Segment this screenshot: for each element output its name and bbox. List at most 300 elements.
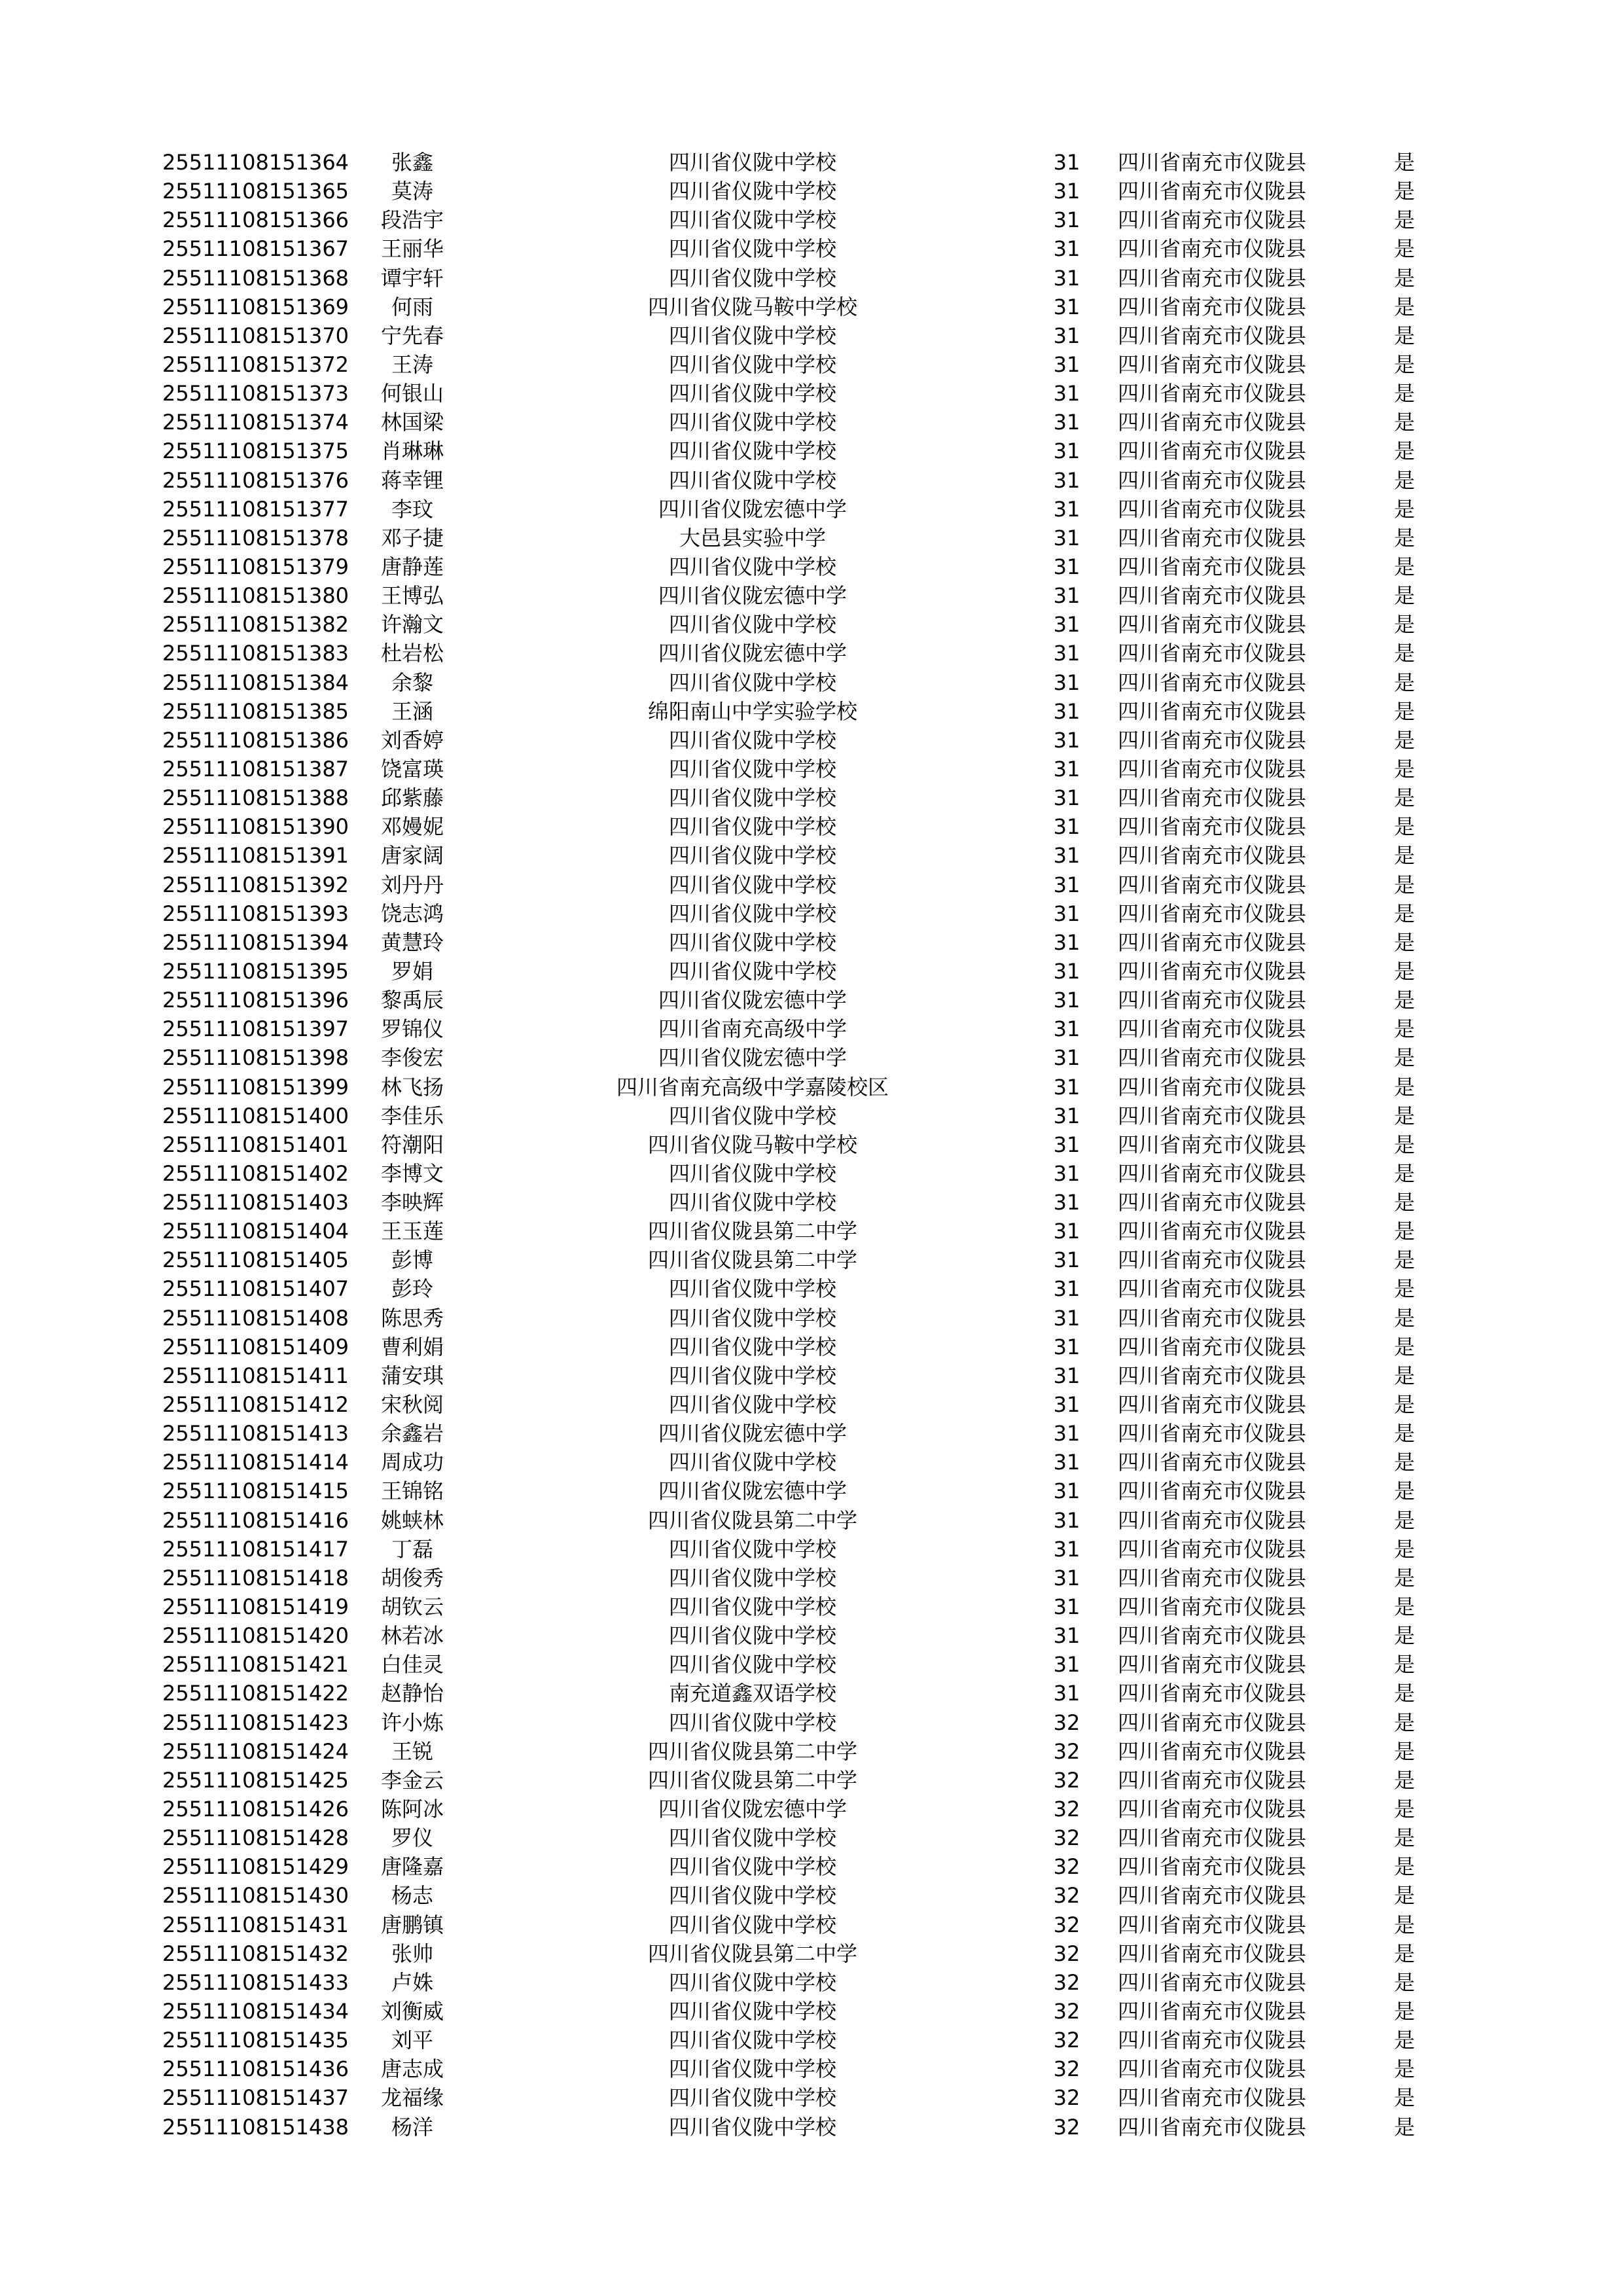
flag-cell: 是 — [1394, 612, 1416, 637]
number-cell: 32 — [1053, 1825, 1080, 1851]
school-cell: 四川省仪陇县第二中学 — [647, 1767, 857, 1793]
flag-cell: 是 — [1394, 1565, 1416, 1590]
name-cell: 杜岩松 — [380, 641, 444, 666]
name-cell: 唐静莲 — [380, 554, 444, 579]
table-row — [0, 1506, 1623, 1535]
candidate-id-cell: 25511108151426 — [162, 1797, 349, 1822]
flag-cell: 是 — [1394, 323, 1416, 348]
number-cell: 31 — [1053, 641, 1080, 666]
candidate-id-cell: 25511108151419 — [162, 1594, 349, 1620]
candidate-id-cell: 25511108151376 — [162, 467, 349, 493]
candidate-id-cell: 25511108151378 — [162, 525, 349, 550]
candidate-id-cell: 25511108151374 — [162, 410, 349, 435]
flag-cell: 是 — [1394, 2028, 1416, 2053]
flag-cell: 是 — [1394, 525, 1416, 550]
region-cell: 四川省南充市仪陇县 — [1118, 525, 1307, 550]
flag-cell: 是 — [1394, 872, 1416, 897]
name-cell: 肖琳琳 — [380, 439, 444, 464]
number-cell: 31 — [1053, 467, 1080, 493]
table-row — [0, 812, 1623, 841]
table-row — [0, 726, 1623, 755]
number-cell: 31 — [1053, 814, 1080, 840]
name-cell: 段浩宇 — [380, 207, 444, 233]
name-cell: 张鑫 — [391, 150, 433, 175]
school-cell: 四川省仪陇中学校 — [668, 1999, 836, 2024]
table-row — [0, 1159, 1623, 1188]
school-cell: 四川省仪陇宏德中学 — [658, 1797, 847, 1822]
number-cell: 31 — [1053, 525, 1080, 550]
school-cell: 四川省仪陇中学校 — [668, 1392, 836, 1418]
school-cell: 四川省仪陇中学校 — [668, 439, 836, 464]
name-cell: 王涛 — [391, 351, 433, 377]
school-cell: 四川省仪陇中学校 — [668, 207, 836, 233]
candidate-id-cell: 25511108151430 — [162, 1883, 349, 1909]
region-cell: 四川省南充市仪陇县 — [1118, 496, 1307, 522]
table-row — [0, 379, 1623, 408]
name-cell: 刘平 — [391, 2028, 433, 2053]
school-cell: 四川省仪陇中学校 — [668, 814, 836, 840]
number-cell: 31 — [1053, 929, 1080, 955]
name-cell: 李俊宏 — [380, 1045, 444, 1071]
region-cell: 四川省南充市仪陇县 — [1118, 1363, 1307, 1388]
number-cell: 31 — [1053, 785, 1080, 811]
flag-cell: 是 — [1394, 901, 1416, 926]
candidate-id-cell: 25511108151423 — [162, 1710, 349, 1735]
table-row — [0, 899, 1623, 928]
flag-cell: 是 — [1394, 410, 1416, 435]
flag-cell: 是 — [1394, 641, 1416, 666]
number-cell: 32 — [1053, 1883, 1080, 1909]
school-cell: 四川省仪陇县第二中学 — [647, 1219, 857, 1244]
number-cell: 31 — [1053, 323, 1080, 348]
school-cell: 四川省仪陇中学校 — [668, 1305, 836, 1331]
region-cell: 四川省南充市仪陇县 — [1118, 1536, 1307, 1562]
name-cell: 刘香婷 — [380, 727, 444, 753]
candidate-id-cell: 25511108151401 — [162, 1132, 349, 1157]
candidate-id-cell: 25511108151366 — [162, 207, 349, 233]
candidate-id-cell: 25511108151377 — [162, 496, 349, 522]
table-row — [0, 1102, 1623, 1130]
region-cell: 四川省南充市仪陇县 — [1118, 1421, 1307, 1446]
school-cell: 四川省仪陇中学校 — [668, 958, 836, 984]
region-cell: 四川省南充市仪陇县 — [1118, 179, 1307, 204]
candidate-id-cell: 25511108151431 — [162, 1912, 349, 1937]
candidate-id-cell: 25511108151398 — [162, 1045, 349, 1071]
candidate-id-cell: 25511108151368 — [162, 265, 349, 291]
name-cell: 林国梁 — [380, 410, 444, 435]
name-cell: 张帅 — [391, 1941, 433, 1966]
table-row — [0, 495, 1623, 524]
region-cell: 四川省南充市仪陇县 — [1118, 1103, 1307, 1128]
region-cell: 四川省南充市仪陇县 — [1118, 150, 1307, 175]
flag-cell: 是 — [1394, 583, 1416, 609]
flag-cell: 是 — [1394, 814, 1416, 840]
number-cell: 31 — [1053, 294, 1080, 319]
name-cell: 蒋幸锂 — [380, 467, 444, 493]
school-cell: 四川省仪陇中学校 — [668, 1190, 836, 1215]
candidate-id-cell: 25511108151409 — [162, 1334, 349, 1359]
school-cell: 四川省仪陇中学校 — [668, 1565, 836, 1590]
school-cell: 四川省仪陇中学校 — [668, 901, 836, 926]
school-cell: 四川省仪陇中学校 — [668, 1334, 836, 1359]
school-cell: 四川省仪陇中学校 — [668, 1883, 836, 1909]
name-cell: 杨志 — [391, 1883, 433, 1909]
table-row — [0, 466, 1623, 495]
table-row — [0, 1188, 1623, 1217]
table-row — [0, 1130, 1623, 1159]
flag-cell: 是 — [1394, 1305, 1416, 1331]
school-cell: 四川省仪陇中学校 — [668, 1969, 836, 1995]
region-cell: 四川省南充市仪陇县 — [1118, 1247, 1307, 1273]
number-cell: 31 — [1053, 1652, 1080, 1677]
candidate-id-cell: 25511108151411 — [162, 1363, 349, 1388]
school-cell: 四川省仪陇中学校 — [668, 351, 836, 377]
table-row — [0, 1246, 1623, 1274]
flag-cell: 是 — [1394, 467, 1416, 493]
school-cell: 四川省仪陇中学校 — [668, 1710, 836, 1735]
region-cell: 四川省南充市仪陇县 — [1118, 1450, 1307, 1475]
table-row — [0, 552, 1623, 581]
candidate-id-cell: 25511108151383 — [162, 641, 349, 666]
school-cell: 四川省仪陇中学校 — [668, 843, 836, 869]
region-cell: 四川省南充市仪陇县 — [1118, 1392, 1307, 1418]
candidate-id-cell: 25511108151379 — [162, 554, 349, 579]
table-row — [0, 1014, 1623, 1043]
school-cell: 四川省仪陇中学校 — [668, 2056, 836, 2082]
region-cell: 四川省南充市仪陇县 — [1118, 814, 1307, 840]
table-row — [0, 1390, 1623, 1419]
name-cell: 姚蛱林 — [380, 1507, 444, 1533]
candidate-id-cell: 25511108151429 — [162, 1854, 349, 1880]
flag-cell: 是 — [1394, 1363, 1416, 1388]
region-cell: 四川省南充市仪陇县 — [1118, 2028, 1307, 2053]
region-cell: 四川省南充市仪陇县 — [1118, 958, 1307, 984]
region-cell: 四川省南充市仪陇县 — [1118, 1681, 1307, 1706]
flag-cell: 是 — [1394, 1479, 1416, 1504]
name-cell: 唐家阔 — [380, 843, 444, 869]
candidate-id-cell: 25511108151438 — [162, 2114, 349, 2140]
region-cell: 四川省南充市仪陇县 — [1118, 207, 1307, 233]
number-cell: 31 — [1053, 1536, 1080, 1562]
number-cell: 31 — [1053, 1247, 1080, 1273]
candidate-id-cell: 25511108151390 — [162, 814, 349, 840]
number-cell: 31 — [1053, 1334, 1080, 1359]
region-cell: 四川省南充市仪陇县 — [1118, 439, 1307, 464]
school-cell: 四川省仪陇宏德中学 — [658, 583, 847, 609]
school-cell: 四川省南充高级中学嘉陵校区 — [616, 1074, 889, 1100]
table-row — [0, 1621, 1623, 1650]
region-cell: 四川省南充市仪陇县 — [1118, 265, 1307, 291]
table-row — [0, 1477, 1623, 1505]
flag-cell: 是 — [1394, 1247, 1416, 1273]
candidate-id-cell: 25511108151387 — [162, 756, 349, 781]
name-cell: 唐隆嘉 — [380, 1854, 444, 1880]
region-cell: 四川省南充市仪陇县 — [1118, 1797, 1307, 1822]
table-row — [0, 177, 1623, 206]
region-cell: 四川省南充市仪陇县 — [1118, 1334, 1307, 1359]
region-cell: 四川省南充市仪陇县 — [1118, 698, 1307, 724]
number-cell: 31 — [1053, 351, 1080, 377]
number-cell: 31 — [1053, 1507, 1080, 1533]
flag-cell: 是 — [1394, 554, 1416, 579]
table-row — [0, 668, 1623, 697]
candidate-id-cell: 25511108151432 — [162, 1941, 349, 1966]
flag-cell: 是 — [1394, 1219, 1416, 1244]
flag-cell: 是 — [1394, 1941, 1416, 1966]
region-cell: 四川省南充市仪陇县 — [1118, 1941, 1307, 1966]
flag-cell: 是 — [1394, 1016, 1416, 1042]
school-cell: 四川省仪陇中学校 — [668, 1854, 836, 1880]
candidate-id-cell: 25511108151421 — [162, 1652, 349, 1677]
region-cell: 四川省南充市仪陇县 — [1118, 1045, 1307, 1071]
number-cell: 31 — [1053, 1276, 1080, 1302]
flag-cell: 是 — [1394, 1190, 1416, 1215]
region-cell: 四川省南充市仪陇县 — [1118, 2056, 1307, 2082]
region-cell: 四川省南充市仪陇县 — [1118, 1710, 1307, 1735]
school-cell: 四川省仪陇中学校 — [668, 1652, 836, 1677]
school-cell: 四川省仪陇中学校 — [668, 381, 836, 406]
candidate-id-cell: 25511108151405 — [162, 1247, 349, 1273]
name-cell: 李博文 — [380, 1160, 444, 1186]
candidate-id-cell: 25511108151416 — [162, 1507, 349, 1533]
region-cell: 四川省南充市仪陇县 — [1118, 1623, 1307, 1649]
candidate-id-cell: 25511108151404 — [162, 1219, 349, 1244]
table-row — [0, 2113, 1623, 2142]
flag-cell: 是 — [1394, 1623, 1416, 1649]
number-cell: 32 — [1053, 1999, 1080, 2024]
candidate-id-cell: 25511108151364 — [162, 150, 349, 175]
region-cell: 四川省南充市仪陇县 — [1118, 1219, 1307, 1244]
number-cell: 32 — [1053, 2114, 1080, 2140]
number-cell: 31 — [1053, 756, 1080, 781]
flag-cell: 是 — [1394, 1507, 1416, 1533]
number-cell: 31 — [1053, 670, 1080, 695]
school-cell: 四川省仪陇中学校 — [668, 554, 836, 579]
name-cell: 宋秋阅 — [380, 1392, 444, 1418]
name-cell: 王锐 — [391, 1738, 433, 1764]
table-row — [0, 1592, 1623, 1621]
region-cell: 四川省南充市仪陇县 — [1118, 1479, 1307, 1504]
school-cell: 四川省仪陇宏德中学 — [658, 1421, 847, 1446]
region-cell: 四川省南充市仪陇县 — [1118, 410, 1307, 435]
number-cell: 31 — [1053, 1305, 1080, 1331]
flag-cell: 是 — [1394, 294, 1416, 319]
name-cell: 邓嫚妮 — [380, 814, 444, 840]
region-cell: 四川省南充市仪陇县 — [1118, 1276, 1307, 1302]
candidate-id-cell: 25511108151417 — [162, 1536, 349, 1562]
number-cell: 32 — [1053, 2056, 1080, 2082]
school-cell: 四川省仪陇中学校 — [668, 323, 836, 348]
number-cell: 31 — [1053, 1479, 1080, 1504]
school-cell: 四川省仪陇县第二中学 — [647, 1247, 857, 1273]
name-cell: 许小炼 — [380, 1710, 444, 1735]
number-cell: 31 — [1053, 1450, 1080, 1475]
school-cell: 四川省仪陇中学校 — [668, 1536, 836, 1562]
flag-cell: 是 — [1394, 2085, 1416, 2111]
candidate-id-cell: 25511108151369 — [162, 294, 349, 319]
region-cell: 四川省南充市仪陇县 — [1118, 1738, 1307, 1764]
school-cell: 四川省仪陇中学校 — [668, 2028, 836, 2053]
name-cell: 何银山 — [380, 381, 444, 406]
table-row — [0, 1795, 1623, 1823]
flag-cell: 是 — [1394, 1450, 1416, 1475]
school-cell: 四川省仪陇中学校 — [668, 929, 836, 955]
flag-cell: 是 — [1394, 351, 1416, 377]
school-cell: 四川省仪陇中学校 — [668, 410, 836, 435]
flag-cell: 是 — [1394, 1738, 1416, 1764]
region-cell: 四川省南充市仪陇县 — [1118, 988, 1307, 1013]
name-cell: 胡钦云 — [380, 1594, 444, 1620]
table-row — [0, 928, 1623, 957]
flag-cell: 是 — [1394, 265, 1416, 291]
name-cell: 龙福缘 — [380, 2085, 444, 2111]
number-cell: 31 — [1053, 612, 1080, 637]
flag-cell: 是 — [1394, 1160, 1416, 1186]
candidate-id-cell: 25511108151380 — [162, 583, 349, 609]
name-cell: 胡俊秀 — [380, 1565, 444, 1590]
table-row — [0, 755, 1623, 783]
candidate-id-cell: 25511108151384 — [162, 670, 349, 695]
region-cell: 四川省南充市仪陇县 — [1118, 554, 1307, 579]
region-cell: 四川省南充市仪陇县 — [1118, 1074, 1307, 1100]
number-cell: 32 — [1053, 1969, 1080, 1995]
region-cell: 四川省南充市仪陇县 — [1118, 1565, 1307, 1590]
name-cell: 邓子捷 — [380, 525, 444, 550]
region-cell: 四川省南充市仪陇县 — [1118, 1132, 1307, 1157]
flag-cell: 是 — [1394, 756, 1416, 781]
table-row — [0, 321, 1623, 350]
school-cell: 四川省仪陇中学校 — [668, 1276, 836, 1302]
number-cell: 31 — [1053, 1190, 1080, 1215]
name-cell: 罗仪 — [391, 1825, 433, 1851]
flag-cell: 是 — [1394, 1854, 1416, 1880]
candidate-id-cell: 25511108151433 — [162, 1969, 349, 1995]
number-cell: 31 — [1053, 1623, 1080, 1649]
table-row — [0, 870, 1623, 899]
region-cell: 四川省南充市仪陇县 — [1118, 1016, 1307, 1042]
table-row — [0, 350, 1623, 379]
name-cell: 黄慧玲 — [380, 929, 444, 955]
candidate-id-cell: 25511108151393 — [162, 901, 349, 926]
table-row — [0, 148, 1623, 177]
flag-cell: 是 — [1394, 150, 1416, 175]
flag-cell: 是 — [1394, 1883, 1416, 1909]
flag-cell: 是 — [1394, 1797, 1416, 1822]
region-cell: 四川省南充市仪陇县 — [1118, 1854, 1307, 1880]
table-row — [0, 1333, 1623, 1361]
number-cell: 31 — [1053, 872, 1080, 897]
school-cell: 四川省仪陇中学校 — [668, 1623, 836, 1649]
candidate-id-cell: 25511108151435 — [162, 2028, 349, 2053]
school-cell: 绵阳南山中学实验学校 — [647, 698, 857, 724]
candidate-id-cell: 25511108151412 — [162, 1392, 349, 1418]
region-cell: 四川省南充市仪陇县 — [1118, 1190, 1307, 1215]
flag-cell: 是 — [1394, 2114, 1416, 2140]
region-cell: 四川省南充市仪陇县 — [1118, 467, 1307, 493]
name-cell: 陈阿冰 — [380, 1797, 444, 1822]
candidate-id-cell: 25511108151414 — [162, 1450, 349, 1475]
number-cell: 32 — [1053, 1767, 1080, 1793]
name-cell: 杨洋 — [391, 2114, 433, 2140]
candidate-id-cell: 25511108151425 — [162, 1767, 349, 1793]
name-cell: 林若冰 — [380, 1623, 444, 1649]
candidate-id-cell: 25511108151375 — [162, 439, 349, 464]
flag-cell: 是 — [1394, 1652, 1416, 1677]
flag-cell: 是 — [1394, 1710, 1416, 1735]
table-row — [0, 1650, 1623, 1679]
flag-cell: 是 — [1394, 698, 1416, 724]
school-cell: 四川省仪陇马鞍中学校 — [647, 1132, 857, 1157]
number-cell: 31 — [1053, 1363, 1080, 1388]
school-cell: 四川省仪陇中学校 — [668, 1160, 836, 1186]
table-row — [0, 1217, 1623, 1246]
name-cell: 彭玲 — [391, 1276, 433, 1302]
table-row — [0, 1910, 1623, 1939]
flag-cell: 是 — [1394, 1074, 1416, 1100]
candidate-id-cell: 25511108151388 — [162, 785, 349, 811]
school-cell: 四川省仪陇中学校 — [668, 1825, 836, 1851]
candidate-id-cell: 25511108151395 — [162, 958, 349, 984]
flag-cell: 是 — [1394, 1132, 1416, 1157]
region-cell: 四川省南充市仪陇县 — [1118, 351, 1307, 377]
number-cell: 31 — [1053, 1681, 1080, 1706]
region-cell: 四川省南充市仪陇县 — [1118, 641, 1307, 666]
region-cell: 四川省南充市仪陇县 — [1118, 2114, 1307, 2140]
school-cell: 四川省仪陇中学校 — [668, 179, 836, 204]
table-row — [0, 610, 1623, 639]
candidate-id-cell: 25511108151373 — [162, 381, 349, 406]
table-row — [0, 234, 1623, 263]
flag-cell: 是 — [1394, 496, 1416, 522]
number-cell: 31 — [1053, 381, 1080, 406]
number-cell: 31 — [1053, 150, 1080, 175]
region-cell: 四川省南充市仪陇县 — [1118, 612, 1307, 637]
name-cell: 李金云 — [380, 1767, 444, 1793]
name-cell: 周成功 — [380, 1450, 444, 1475]
region-cell: 四川省南充市仪陇县 — [1118, 1825, 1307, 1851]
region-cell: 四川省南充市仪陇县 — [1118, 236, 1307, 262]
table-row — [0, 986, 1623, 1014]
candidate-id-cell: 25511108151372 — [162, 351, 349, 377]
candidate-id-cell: 25511108151399 — [162, 1074, 349, 1100]
number-cell: 31 — [1053, 1594, 1080, 1620]
candidate-id-cell: 25511108151370 — [162, 323, 349, 348]
number-cell: 31 — [1053, 179, 1080, 204]
flag-cell: 是 — [1394, 1767, 1416, 1793]
school-cell: 四川省仪陇中学校 — [668, 785, 836, 811]
region-cell: 四川省南充市仪陇县 — [1118, 1883, 1307, 1909]
table-row — [0, 2054, 1623, 2083]
region-cell: 四川省南充市仪陇县 — [1118, 381, 1307, 406]
flag-cell: 是 — [1394, 1045, 1416, 1071]
table-row — [0, 1448, 1623, 1477]
name-cell: 王玉莲 — [380, 1219, 444, 1244]
table-row — [0, 293, 1623, 321]
table-row — [0, 697, 1623, 726]
region-cell: 四川省南充市仪陇县 — [1118, 670, 1307, 695]
name-cell: 陈思秀 — [380, 1305, 444, 1331]
flag-cell: 是 — [1394, 1912, 1416, 1937]
name-cell: 余鑫岩 — [380, 1421, 444, 1446]
flag-cell: 是 — [1394, 785, 1416, 811]
candidate-id-cell: 25511108151436 — [162, 2056, 349, 2082]
school-cell: 四川省仪陇县第二中学 — [647, 1507, 857, 1533]
candidate-id-cell: 25511108151424 — [162, 1738, 349, 1764]
name-cell: 王锦铭 — [380, 1479, 444, 1504]
flag-cell: 是 — [1394, 1103, 1416, 1128]
name-cell: 蒲安琪 — [380, 1363, 444, 1388]
name-cell: 罗锦仪 — [380, 1016, 444, 1042]
